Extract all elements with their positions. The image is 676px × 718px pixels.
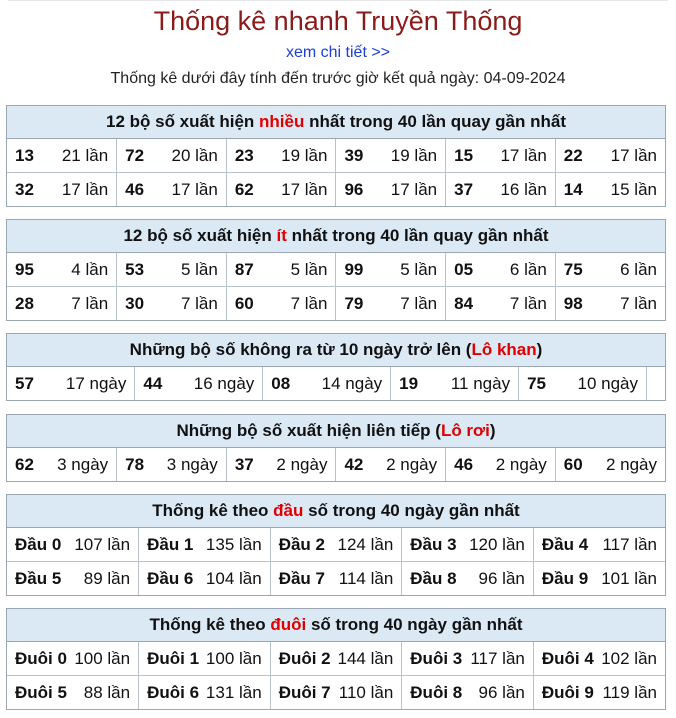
count-label: 2 ngày	[386, 454, 438, 474]
stat-cell-content	[402, 528, 533, 561]
number-label: Đuôi 1	[147, 648, 200, 668]
stat-cell-content	[336, 448, 445, 481]
count-label: 20 lần	[171, 145, 218, 165]
count-label: 7 lần	[620, 293, 657, 313]
stat-cell	[555, 287, 665, 321]
section-title: Thống kê theo đuôi số trong 40 ngày gần nhất	[7, 609, 665, 642]
count-label: 6 lần	[620, 259, 657, 279]
stat-cell-content	[446, 173, 555, 206]
number-label: Đuôi 5	[15, 682, 67, 702]
number-label: Đầu 9	[541, 568, 589, 588]
stat-cell-content	[534, 642, 665, 675]
stat-cell-content	[227, 253, 336, 286]
number-label: Đuôi 0	[15, 648, 67, 668]
stat-cell-content	[446, 448, 555, 481]
page-subtitle: Thống kê dưới đây tính đến trước giờ kết quả ngày: 04-09-2024	[110, 70, 566, 87]
table-row	[7, 367, 665, 400]
stat-cell-content	[139, 528, 270, 561]
count-label: 6 lần	[509, 259, 547, 279]
top-divider	[8, 0, 668, 1]
stat-cell-content	[391, 367, 518, 400]
lo-roi-table	[7, 448, 665, 481]
count-label: 17 lần	[500, 145, 547, 165]
head-digit-section	[6, 494, 666, 596]
table-row	[7, 253, 665, 287]
stat-cell-content	[117, 287, 226, 320]
stat-cell-content	[7, 562, 138, 595]
table-row	[7, 562, 665, 596]
stat-cell	[117, 448, 227, 481]
stat-cell-content	[227, 139, 336, 172]
stat-cell	[226, 139, 336, 173]
stat-cell-content	[271, 562, 402, 595]
count-label: 17 ngày	[65, 373, 127, 393]
count-label: 3 ngày	[166, 454, 218, 474]
stat-cell-content	[7, 253, 116, 286]
stat-cell	[533, 642, 665, 676]
count-label: 17 lần	[610, 145, 657, 165]
stat-cell	[7, 367, 135, 400]
number-label: Đầu 2	[278, 534, 325, 554]
count-label: 114 lần	[338, 568, 394, 588]
count-label: 144 lần	[337, 648, 394, 668]
stat-cell-content	[446, 253, 555, 286]
stat-cell	[402, 562, 534, 596]
number-label: 37	[234, 454, 254, 474]
count-label: 17 lần	[61, 179, 109, 199]
number-label: Đầu 8	[410, 568, 457, 588]
number-label: 39	[344, 145, 364, 165]
number-label: 79	[344, 293, 364, 313]
number-label: 87	[234, 259, 254, 279]
count-label: 21 lần	[61, 145, 109, 165]
stat-cell-content	[336, 287, 445, 320]
count-label: 110 lần	[338, 682, 394, 702]
stat-cell-content	[336, 253, 445, 286]
number-label: 22	[563, 145, 583, 165]
number-label: 62	[15, 454, 34, 474]
stat-cell-content	[117, 253, 226, 286]
number-label: 98	[563, 293, 583, 313]
stat-cell	[7, 253, 117, 287]
stat-cell	[555, 253, 665, 287]
stat-cell	[336, 287, 446, 321]
stat-cell	[117, 253, 227, 287]
stat-cell	[7, 287, 117, 321]
count-label: 16 lần	[500, 179, 547, 199]
number-label: 95	[15, 259, 34, 279]
number-label: 84	[454, 293, 474, 313]
table-row	[7, 448, 665, 481]
stat-cell-content	[519, 367, 646, 400]
count-label: 17 lần	[171, 179, 218, 199]
stat-cell-content	[227, 287, 336, 320]
count-label: 96 lần	[478, 568, 525, 588]
most-frequent-table	[7, 139, 665, 206]
lo-khan-table	[7, 367, 665, 400]
count-label: 2 ngày	[276, 454, 328, 474]
count-label: 120 lần	[469, 534, 525, 554]
most-frequent-section	[6, 105, 666, 207]
stat-cell-content	[7, 173, 116, 206]
stat-cell	[135, 367, 263, 400]
number-label: Đầu 3	[410, 534, 457, 554]
stat-cell	[446, 173, 556, 207]
stat-cell-content	[117, 139, 226, 172]
count-label: 100 lần	[74, 648, 131, 668]
stat-cell	[226, 173, 336, 207]
count-label: 2 ngày	[605, 454, 657, 474]
stat-cell	[446, 253, 556, 287]
stat-cell-content	[139, 642, 270, 675]
number-label: 15	[454, 145, 474, 165]
stat-cell-content	[227, 448, 336, 481]
stat-cell	[519, 367, 647, 400]
stat-cell-content	[7, 528, 138, 561]
number-label: 14	[563, 179, 583, 199]
number-label: 42	[344, 454, 364, 474]
least-frequent-section	[6, 219, 666, 321]
stat-cell-content	[556, 139, 665, 172]
table-row	[7, 676, 665, 710]
section-title: Những bộ số không ra từ 10 ngày trở lên (Lô khan)	[7, 334, 665, 367]
stat-cell	[446, 287, 556, 321]
stat-cell-content	[139, 676, 270, 709]
number-label: Đuôi 4	[541, 648, 594, 668]
tail-digit-table	[7, 642, 665, 709]
count-label: 16 ngày	[193, 373, 255, 393]
number-label: 72	[125, 145, 145, 165]
stat-cell-content	[271, 642, 402, 675]
number-label: 78	[125, 454, 145, 474]
stat-cell-content	[227, 173, 336, 206]
stat-cell-content	[336, 139, 445, 172]
number-label: Đuôi 8	[410, 682, 463, 702]
number-label: Đuôi 6	[147, 682, 200, 702]
stat-cell-content	[534, 562, 665, 595]
stat-cell-content	[556, 448, 665, 481]
number-label: 75	[527, 373, 546, 393]
stat-cell-content	[7, 367, 134, 400]
number-label: Đuôi 9	[541, 682, 594, 702]
number-label: 75	[563, 259, 583, 279]
stat-cell	[446, 139, 556, 173]
count-label: 3 ngày	[57, 454, 109, 474]
stat-cell-content	[534, 676, 665, 709]
number-label: 30	[125, 293, 145, 313]
table-row	[7, 287, 665, 321]
number-label: Đuôi 2	[278, 648, 331, 668]
stat-cell-content	[139, 562, 270, 595]
number-label: 99	[344, 259, 364, 279]
stat-cell	[336, 448, 446, 481]
stat-cell-content	[7, 139, 116, 172]
stat-cell-content	[271, 528, 402, 561]
stat-cell	[117, 173, 227, 207]
stat-cell	[139, 562, 271, 596]
stat-cell	[402, 676, 534, 710]
count-label: 131 lần	[205, 682, 262, 702]
stat-cell-content	[402, 562, 533, 595]
count-label: 104 lần	[205, 568, 262, 588]
stat-cell	[533, 676, 665, 710]
stat-cell	[226, 287, 336, 321]
lo-roi-section	[6, 414, 666, 482]
number-label: Đầu 5	[15, 568, 62, 588]
number-label: 05	[454, 259, 474, 279]
number-label: 96	[344, 179, 364, 199]
section-title: 12 bộ số xuất hiện nhiều nhất trong 40 lần quay gần nhất	[7, 106, 665, 139]
count-label: 88 lần	[83, 682, 131, 702]
stat-cell	[336, 253, 446, 287]
stat-cell	[7, 173, 117, 207]
stat-cell	[402, 528, 534, 562]
count-label: 117 lần	[602, 534, 657, 554]
stat-cell	[7, 642, 139, 676]
number-label: Đầu 4	[541, 534, 589, 554]
number-label: Đầu 0	[15, 534, 62, 554]
number-label: 19	[399, 373, 419, 393]
stat-cell-content	[402, 676, 533, 709]
count-label: 124 lần	[337, 534, 394, 554]
count-label: 96 lần	[478, 682, 525, 702]
stat-cell-content	[402, 642, 533, 675]
stat-cell-content	[271, 676, 402, 709]
stat-cell	[117, 287, 227, 321]
count-label: 19 lần	[281, 145, 328, 165]
stat-cell-content	[556, 173, 665, 206]
stat-cell-content	[263, 367, 390, 400]
stat-cell-content	[117, 173, 226, 206]
stat-cell	[7, 528, 139, 562]
number-label: Đầu 7	[278, 568, 325, 588]
stat-cell	[270, 562, 402, 596]
number-label: Đầu 1	[147, 534, 194, 554]
tail-digit-section	[6, 608, 666, 710]
table-row	[7, 173, 665, 207]
stat-cell	[336, 173, 446, 207]
count-label: 17 lần	[281, 179, 328, 199]
stat-cell-content	[446, 287, 555, 320]
stat-cell	[391, 367, 519, 400]
stat-cell	[336, 139, 446, 173]
number-label: 53	[125, 259, 145, 279]
number-label: 62	[234, 179, 254, 199]
stat-cell-content	[446, 139, 555, 172]
number-label: 46	[125, 179, 145, 199]
count-label: 7 lần	[71, 293, 109, 313]
number-label: Đuôi 3	[410, 648, 463, 668]
stat-cell-content	[556, 253, 665, 286]
stat-cell-content	[7, 676, 138, 709]
number-label: 13	[15, 145, 34, 165]
stat-cell	[446, 448, 556, 481]
number-label: 32	[15, 179, 34, 199]
stat-cell-content	[117, 448, 226, 481]
count-label: 19 lần	[390, 145, 438, 165]
count-label: 7 lần	[180, 293, 218, 313]
empty-cell	[647, 367, 666, 400]
count-label: 2 ngày	[495, 454, 547, 474]
stat-cell	[226, 448, 336, 481]
count-label: 15 lần	[610, 179, 657, 199]
stat-cell	[117, 139, 227, 173]
section-title: 12 bộ số xuất hiện ít nhất trong 40 lần quay gần nhất	[7, 220, 665, 253]
count-label: 5 lần	[400, 259, 438, 279]
number-label: 08	[271, 373, 291, 393]
count-label: 11 ngày	[450, 373, 511, 393]
count-label: 135 lần	[205, 534, 262, 554]
view-details-link[interactable]: xem chi tiết >>	[285, 44, 391, 61]
count-label: 89 lần	[83, 568, 131, 588]
stat-cell	[555, 448, 665, 481]
count-label: 102 lần	[601, 648, 657, 668]
count-label: 4 lần	[71, 259, 109, 279]
stat-cell	[270, 642, 402, 676]
stat-cell	[7, 676, 139, 710]
number-label: 60	[234, 293, 254, 313]
number-label: 44	[143, 373, 163, 393]
stat-cell-content	[534, 528, 665, 561]
stat-cell	[555, 173, 665, 207]
count-label: 117 lần	[470, 648, 525, 668]
page-title: Thống kê nhanh Truyền Thống	[153, 6, 523, 36]
stat-cell	[226, 253, 336, 287]
stat-cell-content	[135, 367, 262, 400]
count-label: 7 lần	[290, 293, 328, 313]
section-title: Những bộ số xuất hiện liên tiếp (Lô rơi)	[7, 415, 665, 448]
head-digit-table	[7, 528, 665, 595]
stat-cell-content	[7, 448, 116, 481]
stat-cell-content	[7, 642, 138, 675]
stat-cell-content	[556, 287, 665, 320]
stat-cell	[139, 642, 271, 676]
stat-cell	[7, 562, 139, 596]
count-label: 17 lần	[390, 179, 438, 199]
number-label: 37	[454, 179, 474, 199]
count-label: 14 ngày	[321, 373, 383, 393]
stat-cell	[270, 528, 402, 562]
count-label: 119 lần	[602, 682, 657, 702]
count-label: 5 lần	[290, 259, 328, 279]
stat-cell	[139, 676, 271, 710]
stat-cell	[533, 562, 665, 596]
stat-cell	[533, 528, 665, 562]
lo-khan-section	[6, 333, 666, 401]
table-row	[7, 528, 665, 562]
stat-cell	[7, 139, 117, 173]
count-label: 5 lần	[180, 259, 218, 279]
table-row	[7, 642, 665, 676]
count-label: 101 lần	[601, 568, 657, 588]
stat-cell	[402, 642, 534, 676]
number-label: 28	[15, 293, 34, 313]
number-label: Đuôi 7	[278, 682, 331, 702]
number-label: Đầu 6	[147, 568, 194, 588]
section-title: Thống kê theo đầu số trong 40 ngày gần nhất	[7, 495, 665, 528]
stat-cell-content	[336, 173, 445, 206]
number-label: 46	[454, 454, 474, 474]
number-label: 60	[563, 454, 583, 474]
count-label: 107 lần	[74, 534, 131, 554]
stat-cell-content	[7, 287, 116, 320]
count-label: 100 lần	[205, 648, 262, 668]
count-label: 7 lần	[509, 293, 547, 313]
stat-cell	[7, 448, 117, 481]
least-frequent-table	[7, 253, 665, 320]
table-row	[7, 139, 665, 173]
count-label: 10 ngày	[577, 373, 638, 393]
number-label: 23	[234, 145, 254, 165]
number-label: 57	[15, 373, 34, 393]
stat-cell	[270, 676, 402, 710]
stat-cell	[555, 139, 665, 173]
count-label: 7 lần	[400, 293, 438, 313]
stat-cell	[263, 367, 391, 400]
stat-cell	[139, 528, 271, 562]
